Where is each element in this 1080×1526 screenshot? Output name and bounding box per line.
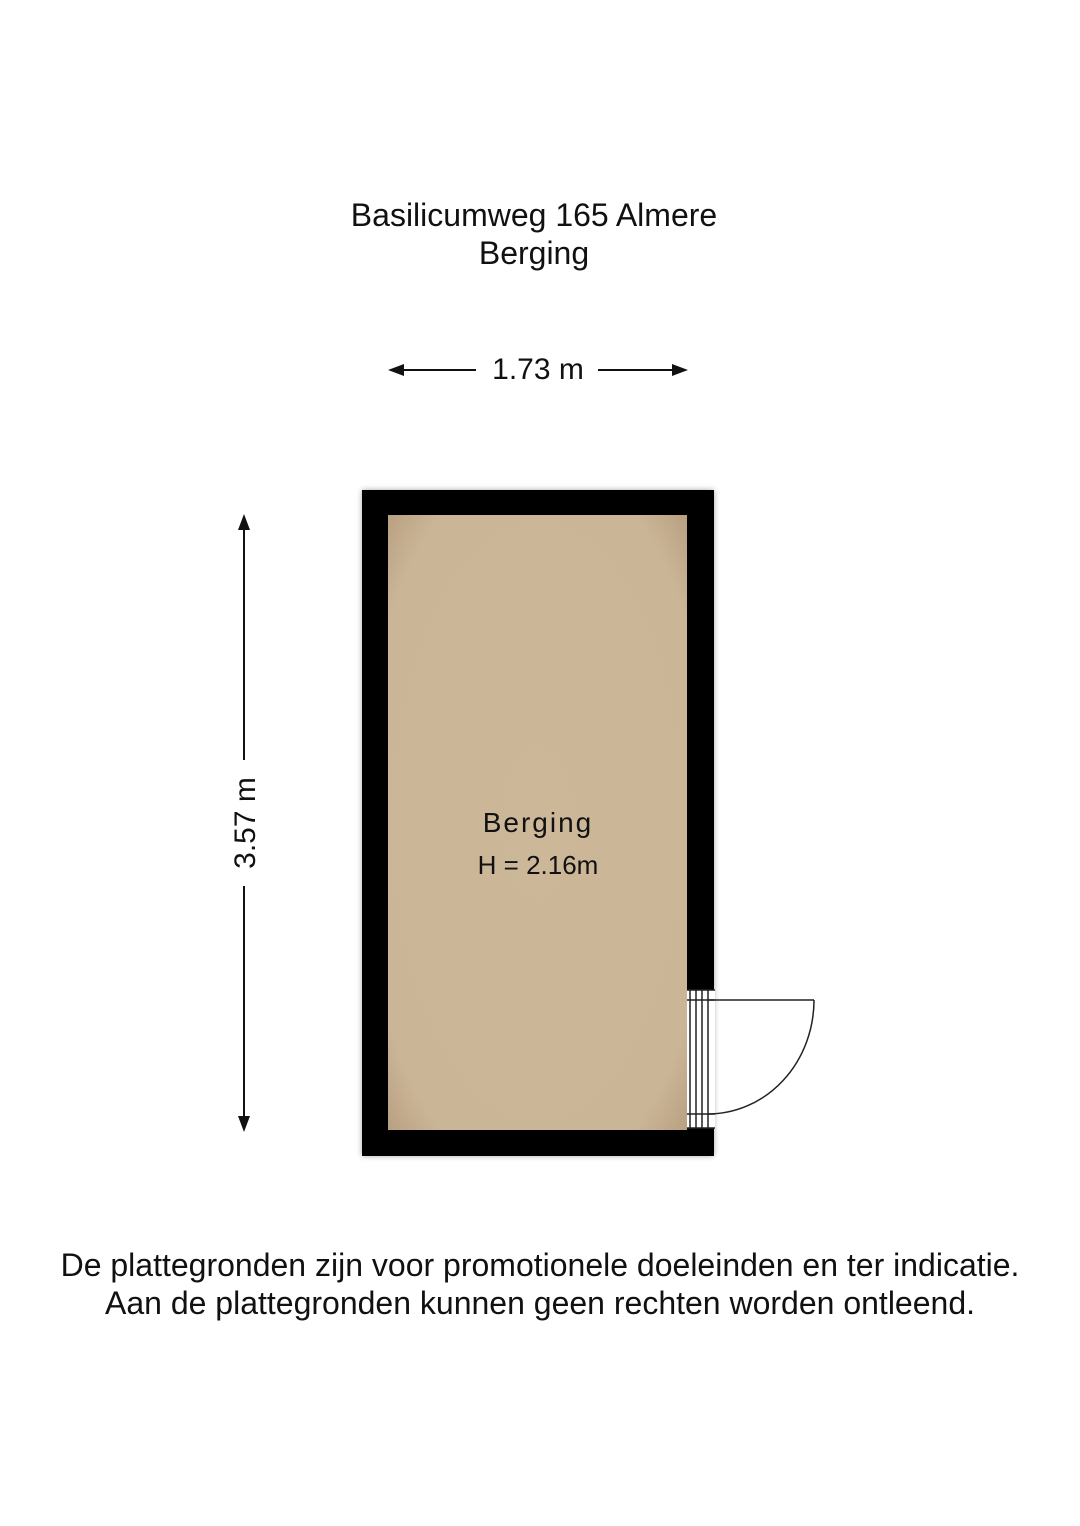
arrow-up-icon [238,514,250,530]
address-title: Basilicumweg 165 Almere [350,197,718,233]
width-dimension-label: 1.73 m [484,353,592,386]
room-ceiling-height: H = 2.16m [477,850,599,880]
floor-name-title: Berging [478,235,590,271]
height-dimension-label: 3.57 m [224,773,268,873]
disclaimer-line-1: De plattegronden zijn voor promotionele doeleinden en ter indicatie. [60,1247,1020,1283]
disclaimer [0,1246,1080,1322]
disclaimer-line-2: Aan de plattegronden kunnen geen rechten worden ontleend. [104,1285,975,1321]
arrow-down-icon [238,1116,250,1132]
width-dimension [388,348,688,392]
door [687,990,814,1128]
door-swing-arc [708,1000,814,1114]
room-name: Berging [482,807,594,838]
room-label [388,804,688,884]
